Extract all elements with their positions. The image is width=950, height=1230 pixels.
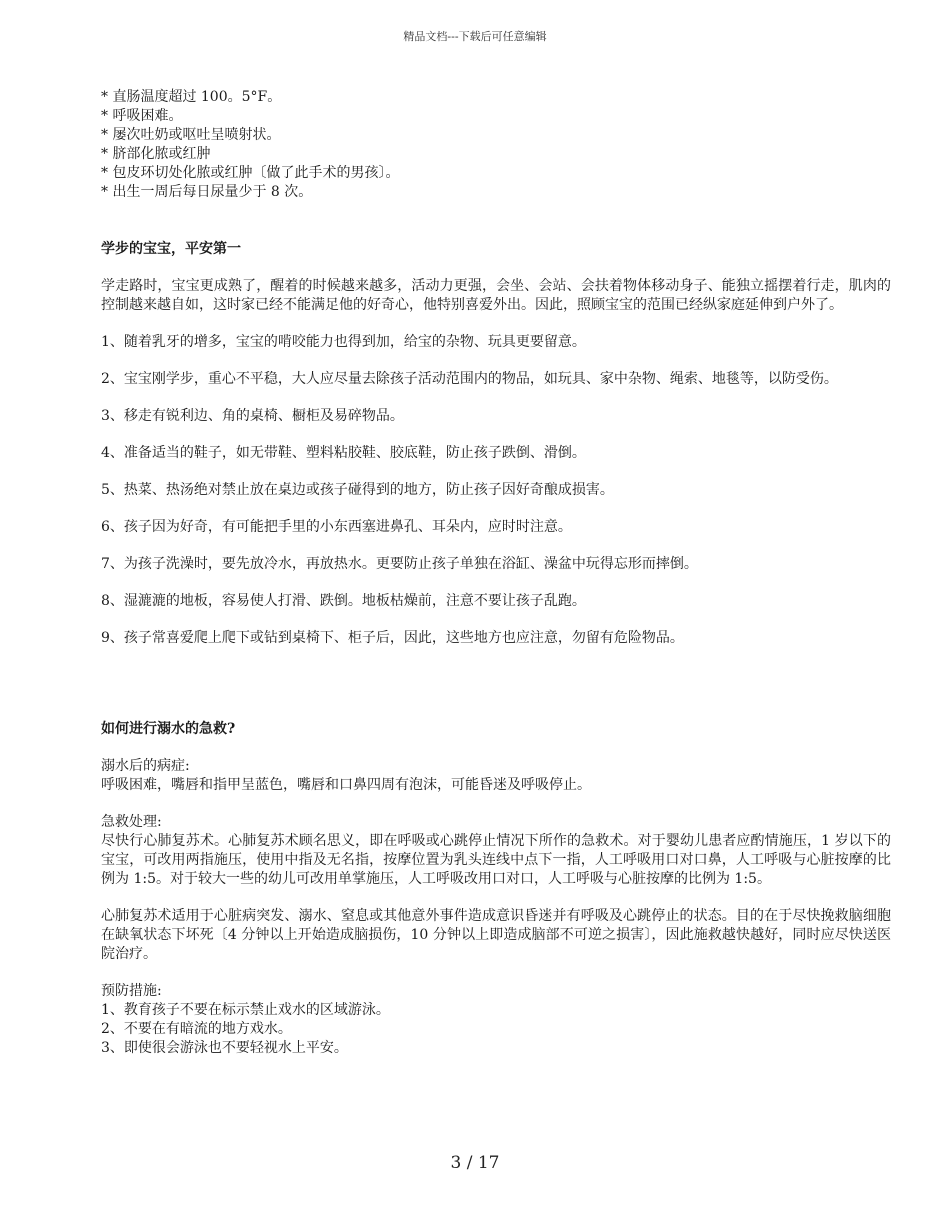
safety-item-3: 3、移走有锐利边、角的桌椅、橱柜及易碎物品。 [101, 408, 404, 424]
safety-item-9: 9、孩子常喜爱爬上爬下或钻到桌椅下、柜子后，因此，这些地方也应注意，勿留有危险物品。 [101, 630, 684, 646]
symptom-list [101, 88, 891, 202]
document-body [101, 88, 891, 1058]
cpr-text: 心肺复苏术适用于心脏病突发、溺水、窒息或其他意外事件造成意识昏迷并有呼吸及心跳停止的状态。目的在于尽快挽救脑细胞在缺氧状态下坏死〔4 分钟以上开始造成脑损伤，10 分钟以上即造成脑部不可逆之损害〕，因此施救越快越好，同时应尽快送医院治疗。 [101, 908, 891, 962]
list-item: * 直肠温度超过 100。5°F。 [101, 89, 282, 105]
list-item: * 呼吸困难。 [101, 108, 183, 124]
list-item: * 出生一周后每日尿量少于 8 次。 [101, 184, 313, 200]
safety-item-5: 5、热菜、热汤绝对禁止放在桌边或孩子碰得到的地方，防止孩子因好奇酿成损害。 [101, 482, 614, 498]
prevention-item: 2、不要在有暗流的地方戏水。 [101, 1021, 292, 1037]
list-item: * 脐部化脓或红肿 [101, 146, 211, 162]
symptoms-text: 呼吸困难，嘴唇和指甲呈蓝色，嘴唇和口鼻四周有泡沫，可能昏迷及呼吸停止。 [101, 777, 591, 793]
list-item: * 屡次吐奶或呕吐呈喷射状。 [101, 127, 281, 143]
section-title-drowning: 如何进行溺水的急救? [101, 721, 236, 737]
safety-item-7: 7、为孩子洗澡时，要先放冷水，再放热水。更要防止孩子单独在浴缸、澡盆中玩得忘形而摔倒。 [101, 556, 698, 572]
safety-item-2: 2、宝宝刚学步，重心不平稳，大人应尽量去除孩子活动范围内的物品，如玩具、家中杂物、绳索、地毯等，以防受伤。 [101, 371, 838, 387]
treatment-label: 急救处理: [101, 814, 162, 830]
prevention-item: 3、即使很会游泳也不要轻视水上平安。 [101, 1040, 348, 1056]
symptoms-label: 溺水后的病症: [101, 758, 190, 774]
list-item: * 包皮环切处化脓或红肿〔做了此手术的男孩〕。 [101, 165, 400, 181]
treatment-text: 尽快行心肺复苏术。心肺复苏术顾名思义，即在呼吸或心跳停止情况下所作的急救术。对于婴幼儿患者应酌情施压，1 岁以下的宝宝，可改用两指施压，使用中指及无名指，按摩位置为乳头连线中点下一指，人工呼吸用口对口鼻，人工呼吸与心脏按摩的比例为 1:5。对于较大一些的幼儿可改用单掌施压，人工呼吸改用口对口，人工呼吸与心脏按摩的比例为 1:5。 [101, 833, 891, 887]
toddler-intro: 学走路时，宝宝更成熟了，醒着的时候越来越多，活动力更强，会坐、会站、会扶着物体移动身子、能独立摇摆着行走，肌肉的控制越来越自如，这时家已经不能满足他的好奇心，他特别喜爱外出。因此，照顾宝宝的范围已经纵家庭延伸到户外了。 [101, 278, 891, 313]
safety-item-1: 1、随着乳牙的增多，宝宝的啃咬能力也得到加，给宝的杂物、玩具更要留意。 [101, 334, 586, 350]
safety-item-6: 6、孩子因为好奇，有可能把手里的小东西塞进鼻孔、耳朵内，应时时注意。 [101, 519, 572, 535]
page-number: 3 / 17 [450, 1153, 500, 1173]
prevention-label: 预防措施: [101, 983, 162, 999]
safety-item-8: 8、湿漉漉的地板，容易使人打滑、跌倒。地板枯燥前，注意不要让孩子乱跑。 [101, 593, 586, 609]
page-header: 精品文档---下载后可任意编辑 [403, 30, 547, 43]
section-title-toddler-safety: 学步的宝宝，平安第一 [101, 241, 241, 257]
safety-item-4: 4、准备适当的鞋子，如无带鞋、塑料粘胶鞋、胶底鞋，防止孩子跌倒、滑倒。 [101, 445, 586, 461]
prevention-item: 1、教育孩子不要在标示禁止戏水的区域游泳。 [101, 1002, 390, 1018]
